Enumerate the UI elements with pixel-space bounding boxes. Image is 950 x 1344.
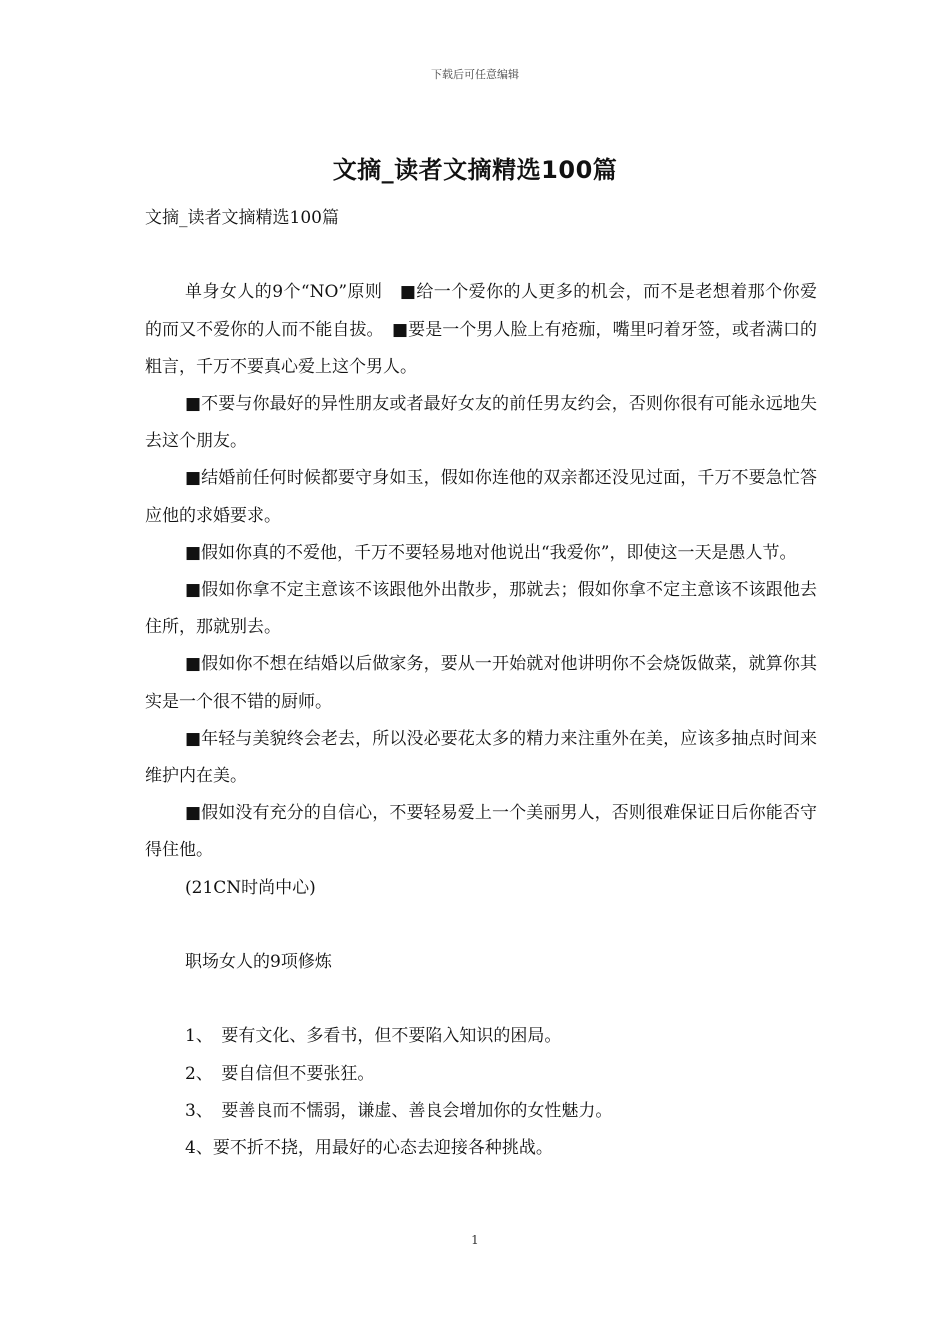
list-item: 1、 要有文化、多看书，但不要陷入知识的困局。 bbox=[185, 1026, 562, 1047]
paragraph: ■结婚前任何时候都要守身如玉，假如你连他的双亲都还没见过面，千万不要急忙答应他的求婚要求。 bbox=[145, 468, 817, 526]
subtitle-line: 文摘_读者文摘精选100篇 bbox=[145, 208, 339, 228]
paragraph: ■假如你不想在结婚以后做家务，要从一开始就对他讲明你不会烧饭做菜，就算你其实是一个很不错的厨师。 bbox=[145, 654, 817, 712]
document-title: 文摘_读者文摘精选100篇 bbox=[332, 156, 618, 184]
section-heading: 职场女人的9项修炼 bbox=[185, 952, 332, 973]
list-item: 2、 要自信但不要张狂。 bbox=[185, 1063, 375, 1084]
paragraph: ■假如没有充分的自信心，不要轻易爱上一个美丽男人，否则很难保证日后你能否守得住他。 bbox=[145, 803, 817, 861]
paragraph: ■假如你真的不爱他，千万不要轻易地对他说出“我爱你”，即使这一天是愚人节。 bbox=[185, 542, 797, 563]
paragraph: ■年轻与美貌终会老去，所以没必要花太多的精力来注重外在美，应该多抽点时间来维护内在美。 bbox=[145, 728, 817, 787]
blank-line bbox=[145, 237, 817, 274]
page-number: 1 bbox=[471, 1233, 479, 1247]
header-note: 下载后可任意编辑 bbox=[431, 68, 519, 81]
source-note: (21CN时尚中心) bbox=[185, 877, 316, 898]
paragraph: 单身女人的9个“NO”原则 ■给一个爱你的人更多的机会，而不是老想着那个你爱的而又不爱你的人而不能自拔。 ■要是一个男人脸上有疮痂，嘴里叼着牙签，或者满口的粗言，千万不要真心爱上这个男人。 bbox=[145, 282, 817, 377]
document-body bbox=[145, 200, 817, 1167]
paragraph: ■假如你拿不定主意该不该跟他外出散步，那就去；假如你拿不定主意该不该跟他去住所，那就别去。 bbox=[145, 580, 817, 638]
list-item: 4、要不折不挠，用最好的心态去迎接各种挑战。 bbox=[185, 1138, 553, 1159]
paragraph: ■不要与你最好的异性朋友或者最好女友的前任男友约会，否则你很有可能永远地失去这个朋友。 bbox=[145, 394, 817, 452]
blank-line bbox=[145, 907, 817, 944]
blank-line bbox=[145, 981, 817, 1018]
list-item: 3、 要善良而不懦弱，谦虚、善良会增加你的女性魅力。 bbox=[185, 1100, 613, 1121]
